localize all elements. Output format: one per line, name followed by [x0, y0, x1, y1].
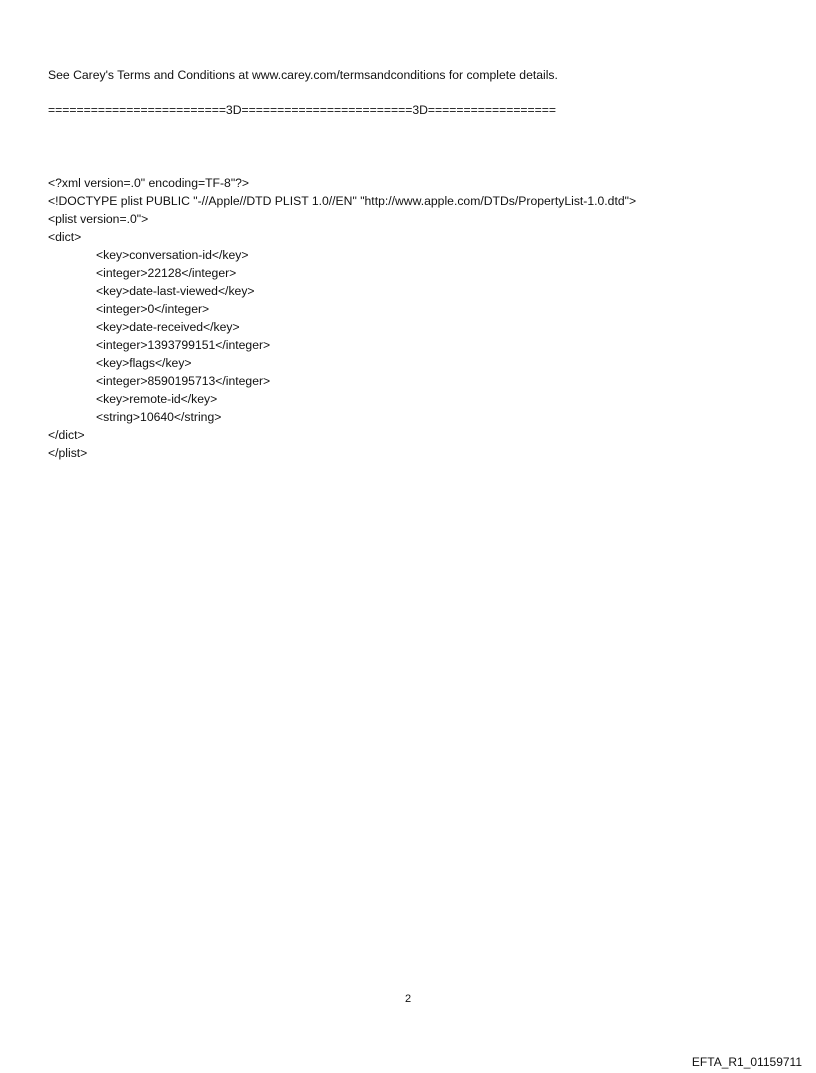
plist-entry: <integer>22128</integer> [96, 266, 237, 280]
terms-notice: See Carey's Terms and Conditions at www.carey.com/termsandconditions for complete details. [48, 68, 558, 82]
doctype-line: <!DOCTYPE plist PUBLIC "-//Apple//DTD PLIST 1.0//EN" "http://www.apple.com/DTDs/PropertyList-1.0.dtd"> [48, 194, 637, 208]
plist-entry: <key>date-received</key> [96, 320, 240, 334]
plist-entry: <key>remote-id</key> [96, 392, 218, 406]
plist-entry: <key>conversation-id</key> [96, 248, 249, 262]
document-id: EFTA_R1_01159711 [691, 1055, 802, 1069]
plist-entry: <integer>0</integer> [96, 302, 210, 316]
page-number: 2 [404, 993, 412, 1005]
plist-entry: <integer>8590195713</integer> [96, 374, 271, 388]
plist-open-tag: <plist version=.0"> [48, 212, 149, 226]
plist-entry: <key>date-last-viewed</key> [96, 284, 255, 298]
plist-close-tag: </plist> [48, 446, 88, 460]
separator-line: =========================3D========================3D================== [48, 103, 557, 117]
dict-close-tag: </dict> [48, 428, 85, 442]
dict-open-tag: <dict> [48, 230, 82, 244]
plist-entry: <string>10640</string> [96, 410, 222, 424]
xml-declaration: <?xml version=.0" encoding=TF-8"?> [48, 176, 250, 190]
plist-entry: <integer>1393799151</integer> [96, 338, 271, 352]
plist-entry: <key>flags</key> [96, 356, 192, 370]
